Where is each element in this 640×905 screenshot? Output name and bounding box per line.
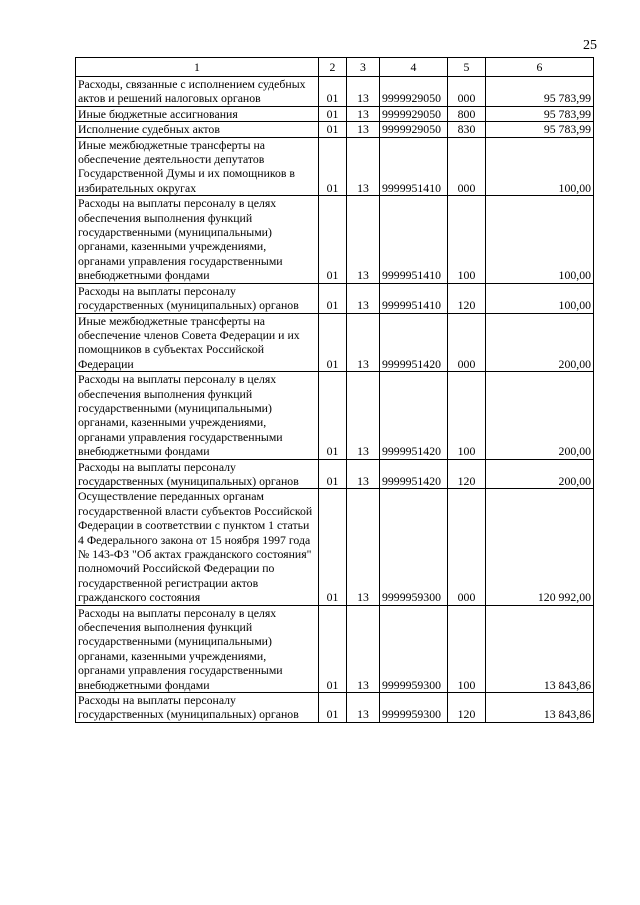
row-target-item-cell: 9999959300 [380, 489, 448, 605]
row-amount-cell: 200,00 [486, 459, 594, 489]
row-section-cell: 01 [319, 196, 347, 283]
row-target-item-cell: 9999959300 [380, 693, 448, 723]
row-expense-type-cell: 000 [448, 137, 486, 196]
row-subsection-cell: 13 [347, 372, 380, 459]
row-subsection-cell: 13 [347, 122, 380, 137]
row-target-item-cell: 9999929050 [380, 106, 448, 121]
row-name-cell: Расходы на выплаты персоналу в целях обеспечения выполнения функций государственными (муниципальными) органами, казенными учреждениями, органами управления государственными внебюджетными фондами [76, 372, 319, 459]
row-target-item-cell: 9999929050 [380, 77, 448, 107]
row-target-item-cell: 9999959300 [380, 605, 448, 692]
row-expense-type-cell: 120 [448, 283, 486, 313]
row-section-cell: 01 [319, 489, 347, 605]
row-expense-type-cell: 830 [448, 122, 486, 137]
table-row [76, 313, 594, 372]
row-target-item-cell: 9999951410 [380, 137, 448, 196]
row-expense-type-cell: 100 [448, 372, 486, 459]
table-row [76, 605, 594, 692]
table-row [76, 489, 594, 605]
row-subsection-cell: 13 [347, 459, 380, 489]
row-expense-type-cell: 000 [448, 77, 486, 107]
row-name-cell: Расходы на выплаты персоналу в целях обеспечения выполнения функций государственными (муниципальными) органами, казенными учреждениями, органами управления государственными внебюджетными фондами [76, 605, 319, 692]
row-amount-cell: 100,00 [486, 196, 594, 283]
row-name-cell: Исполнение судебных актов [76, 122, 319, 137]
header-cell-section: 2 [319, 58, 347, 77]
table-row [76, 372, 594, 459]
row-name-cell: Расходы на выплаты персоналу в целях обеспечения выполнения функций государственными (муниципальными) органами, казенными учреждениями, органами управления государственными внебюджетными фондами [76, 196, 319, 283]
row-amount-cell: 13 843,86 [486, 605, 594, 692]
row-subsection-cell: 13 [347, 313, 380, 372]
table-row [76, 283, 594, 313]
row-name-cell: Расходы на выплаты персоналу государственных (муниципальных) органов [76, 283, 319, 313]
row-name-cell: Расходы на выплаты персоналу государственных (муниципальных) органов [76, 459, 319, 489]
row-amount-cell: 95 783,99 [486, 122, 594, 137]
row-name-cell: Иные межбюджетные трансферты на обеспечение членов Совета Федерации и их помощников в субъектах Российской Федерации [76, 313, 319, 372]
header-cell-target-item: 4 [380, 58, 448, 77]
row-amount-cell: 200,00 [486, 313, 594, 372]
row-expense-type-cell: 120 [448, 459, 486, 489]
row-expense-type-cell: 800 [448, 106, 486, 121]
row-subsection-cell: 13 [347, 106, 380, 121]
row-target-item-cell: 9999951420 [380, 459, 448, 489]
row-name-cell: Осуществление переданных органам государственной власти субъектов Российской Федерации в соответствии с пунктом 1 статьи 4 Федерального закона от 15 ноября 1997 года № 143-ФЗ "Об актах гражданского состояния" полномочий Российской Федерации по государственной регистрации актов гражданского состояния [76, 489, 319, 605]
table-row [76, 137, 594, 196]
row-section-cell: 01 [319, 106, 347, 121]
page-number: 25 [583, 38, 597, 53]
header-cell-amount: 6 [486, 58, 594, 77]
table-row [76, 106, 594, 121]
row-amount-cell: 100,00 [486, 283, 594, 313]
row-amount-cell: 13 843,86 [486, 693, 594, 723]
header-cell-name: 1 [76, 58, 319, 77]
header-cell-expense-type: 5 [448, 58, 486, 77]
table-header-row [76, 58, 594, 77]
row-subsection-cell: 13 [347, 605, 380, 692]
row-target-item-cell: 9999951420 [380, 372, 448, 459]
row-target-item-cell: 9999951420 [380, 313, 448, 372]
row-name-cell: Иные бюджетные ассигнования [76, 106, 319, 121]
row-expense-type-cell: 100 [448, 605, 486, 692]
row-subsection-cell: 13 [347, 77, 380, 107]
budget-table [75, 57, 594, 723]
table-row [76, 122, 594, 137]
row-subsection-cell: 13 [347, 196, 380, 283]
row-name-cell: Иные межбюджетные трансферты на обеспечение деятельности депутатов Государственной Думы и их помощников в избирательных округах [76, 137, 319, 196]
header-cell-subsection: 3 [347, 58, 380, 77]
row-section-cell: 01 [319, 605, 347, 692]
row-subsection-cell: 13 [347, 489, 380, 605]
row-subsection-cell: 13 [347, 137, 380, 196]
row-amount-cell: 200,00 [486, 372, 594, 459]
row-section-cell: 01 [319, 283, 347, 313]
row-section-cell: 01 [319, 77, 347, 107]
row-target-item-cell: 9999951410 [380, 283, 448, 313]
table-row [76, 77, 594, 107]
row-section-cell: 01 [319, 459, 347, 489]
row-expense-type-cell: 100 [448, 196, 486, 283]
row-name-cell: Расходы на выплаты персоналу государственных (муниципальных) органов [76, 693, 319, 723]
row-section-cell: 01 [319, 122, 347, 137]
table-row [76, 459, 594, 489]
row-section-cell: 01 [319, 693, 347, 723]
row-amount-cell: 100,00 [486, 137, 594, 196]
row-section-cell: 01 [319, 137, 347, 196]
row-target-item-cell: 9999929050 [380, 122, 448, 137]
row-name-cell: Расходы, связанные с исполнением судебных актов и решений налоговых органов [76, 77, 319, 107]
row-expense-type-cell: 000 [448, 313, 486, 372]
row-subsection-cell: 13 [347, 283, 380, 313]
row-amount-cell: 95 783,99 [486, 77, 594, 107]
table-row [76, 693, 594, 723]
row-amount-cell: 95 783,99 [486, 106, 594, 121]
table-row [76, 196, 594, 283]
row-section-cell: 01 [319, 372, 347, 459]
row-amount-cell: 120 992,00 [486, 489, 594, 605]
row-subsection-cell: 13 [347, 693, 380, 723]
row-expense-type-cell: 000 [448, 489, 486, 605]
row-section-cell: 01 [319, 313, 347, 372]
row-expense-type-cell: 120 [448, 693, 486, 723]
row-target-item-cell: 9999951410 [380, 196, 448, 283]
